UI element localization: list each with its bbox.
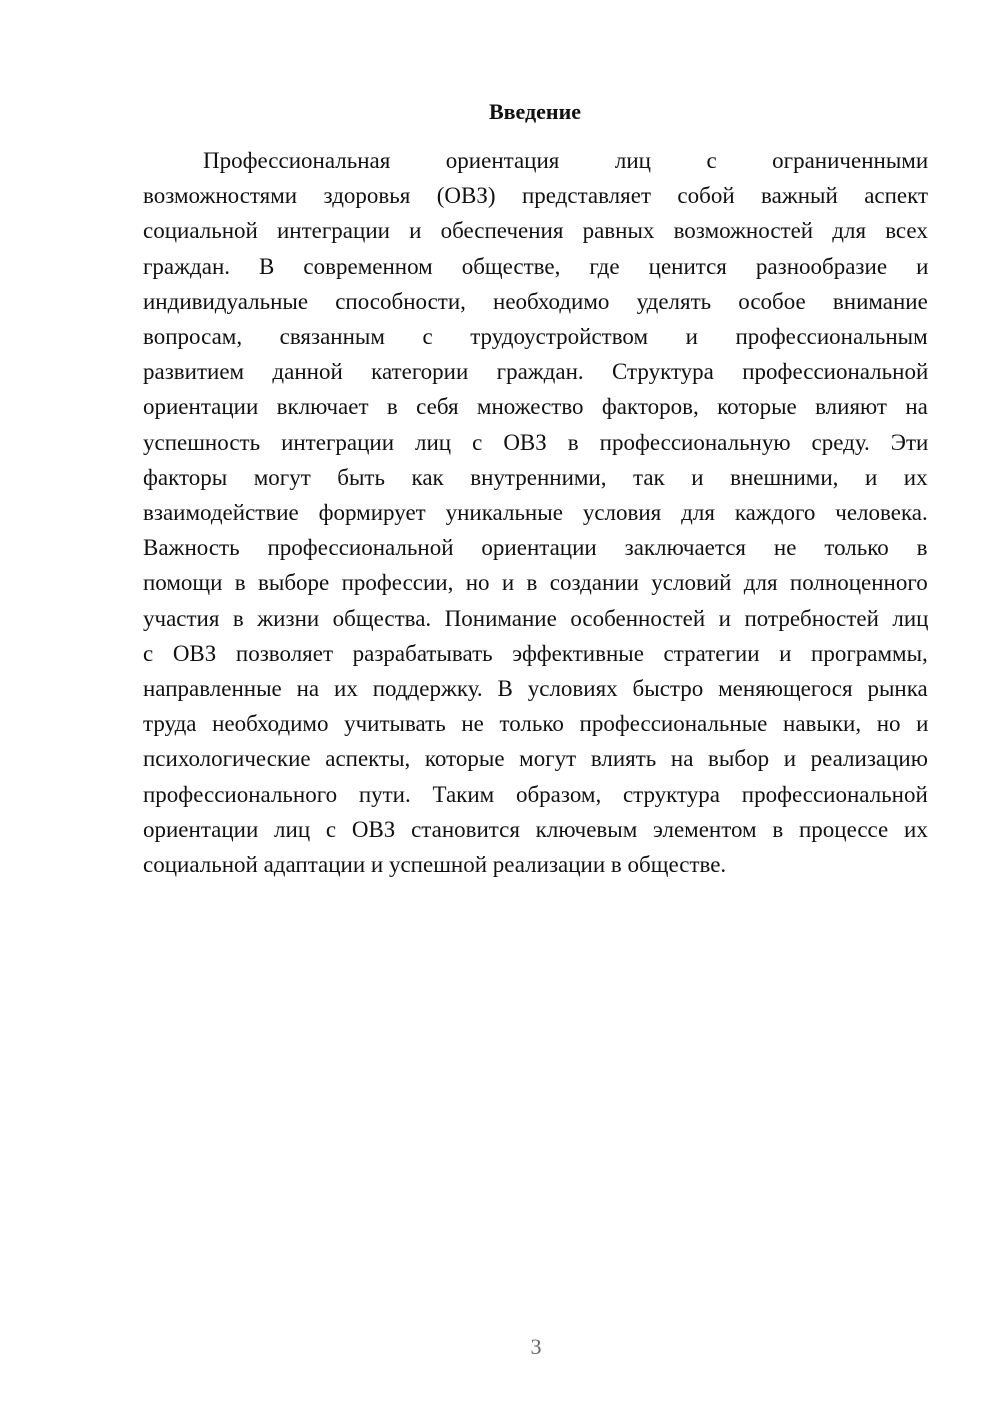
paragraph-line: ориентации включает в себя множество факторов, которые влияют на xyxy=(143,394,928,420)
paragraph-line: факторы могут быть как внутренними, так и внешними, и их xyxy=(143,464,928,490)
paragraph-line: помощи в выборе профессии, но и в создании условий для полноценного xyxy=(143,570,928,596)
paragraph-line: ориентации лиц с ОВЗ становится ключевым элементом в процессе их xyxy=(143,816,928,842)
paragraph-line: возможностями здоровья (ОВЗ) представляет собой важный аспект xyxy=(143,183,929,209)
paragraph-line: профессионального пути. Таким образом, структура профессиональной xyxy=(143,781,928,807)
paragraph-line: участия в жизни общества. Понимание особенностей и потребностей лиц xyxy=(143,605,929,631)
body-paragraph xyxy=(143,143,928,882)
paragraph-line: Важность профессиональной ориентации заключается не только в xyxy=(143,535,928,561)
paragraph-line: вопросам, связанным с трудоустройством и профессиональным xyxy=(143,324,928,350)
section-heading: Введение xyxy=(488,99,582,124)
page-number: 3 xyxy=(530,1334,542,1359)
paragraph-line: успешность интеграции лиц с ОВЗ в профессиональную среду. Эти xyxy=(143,429,929,455)
paragraph-line: социальной адаптации и успешной реализации в обществе. xyxy=(143,852,727,878)
paragraph-line: развитием данной категории граждан. Структура профессиональной xyxy=(143,359,929,385)
paragraph-line: психологические аспекты, которые могут влиять на выбор и реализацию xyxy=(143,746,928,772)
paragraph-line: направленные на их поддержку. В условиях быстро меняющегося рынка xyxy=(143,676,928,702)
paragraph-line: граждан. В современном обществе, где ценится разнообразие и xyxy=(143,253,929,279)
paragraph-line: Профессиональная ориентация лиц с ограниченными xyxy=(203,148,929,173)
paragraph-line: с ОВЗ позволяет разрабатывать эффективные стратегии и программы, xyxy=(143,640,928,666)
paragraph-line: труда необходимо учитывать не только профессиональные навыки, но и xyxy=(143,711,929,737)
paragraph-line: взаимодействие формирует уникальные условия для каждого человека. xyxy=(143,500,928,526)
paragraph-line: индивидуальные способности, необходимо уделять особое внимание xyxy=(143,288,928,314)
paragraph-line: социальной интеграции и обеспечения равных возможностей для всех xyxy=(143,218,928,244)
